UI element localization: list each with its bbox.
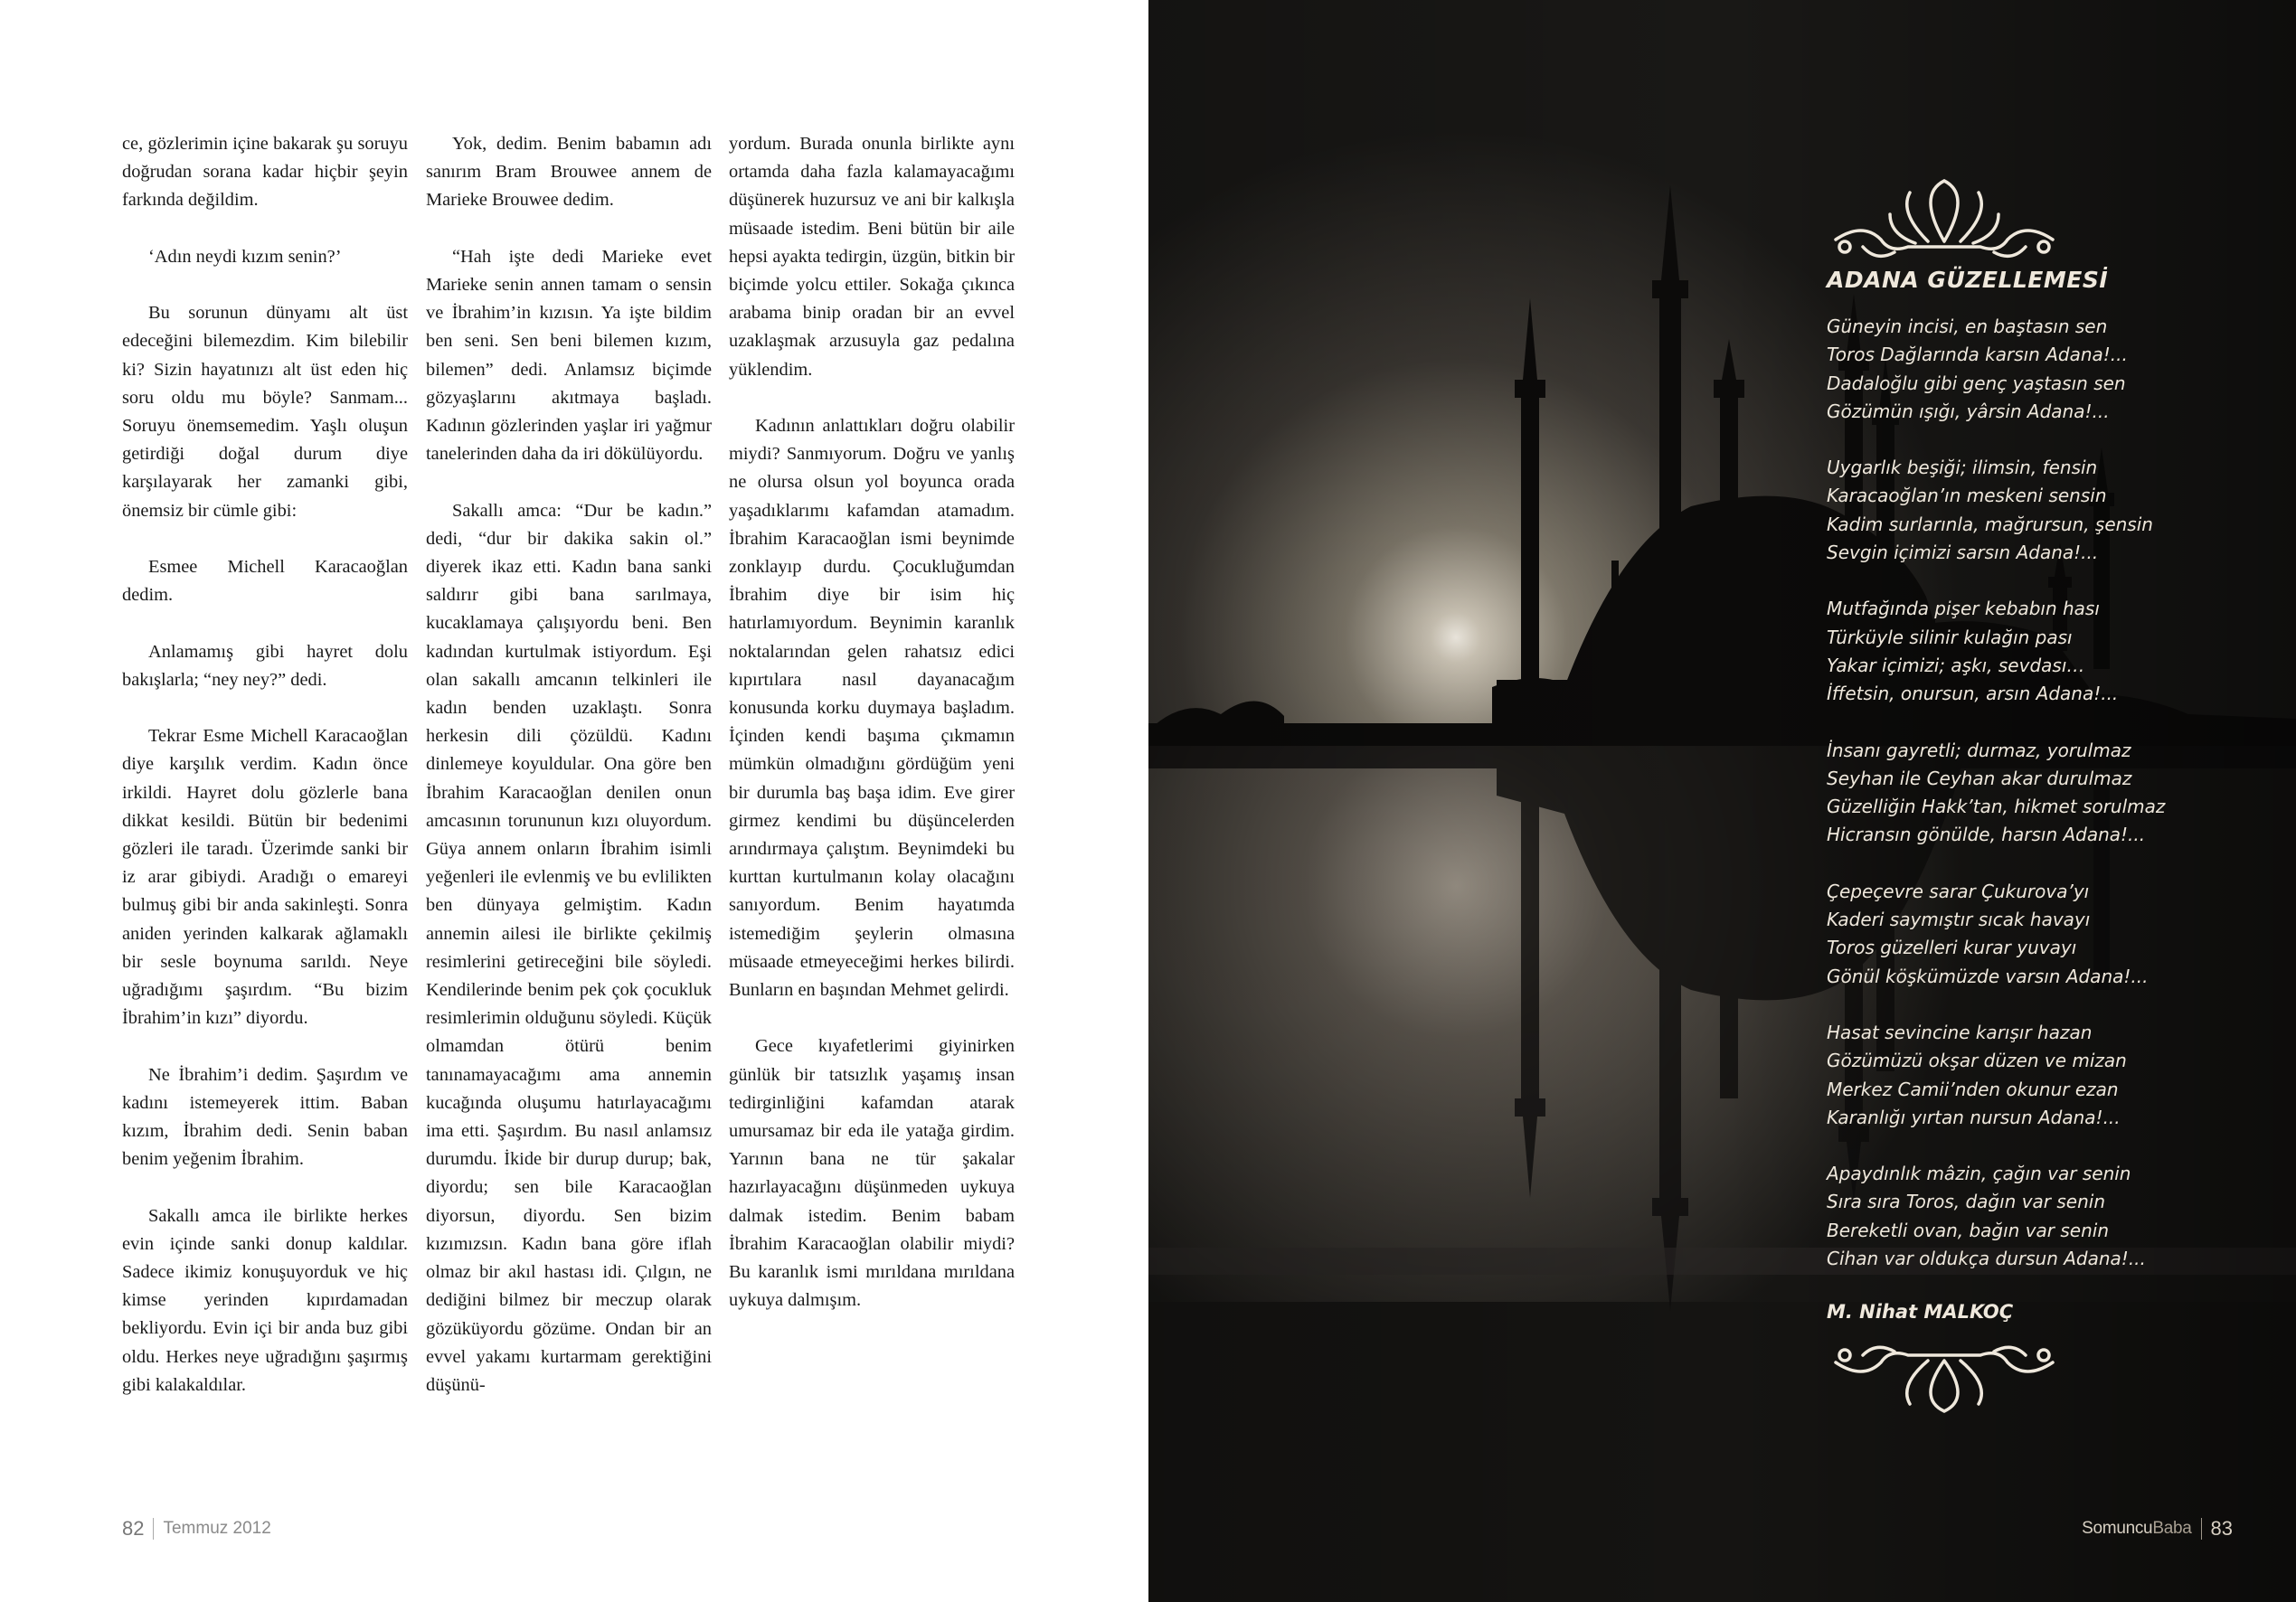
poem-stanza (1827, 878, 2261, 991)
text-column-1 (122, 130, 408, 1428)
poem-line: Sevgin içimizi sarsın Adana!... (1827, 542, 2099, 564)
poem-line: Mutfağında pişer kebabın hası (1827, 598, 2100, 620)
paragraph: Kadının anlattıkları doğru olabilir miydi? Sanmıyorum. Doğru ve yanlış ne olursa olsun yol boyunca orada yaşadıklarımı kafamdan atamadım. İbrahim Karacaoğlan ismi beynimde zonklayıp durdu. Çocukluğumdan İbrahim diye bir isim hiç hatırlamıyordum. Beynimin karanlık noktalarından gelen rahatsız edici kıpırtılara nasıl dayanacağım konusunda korku duymaya başladım. İçinden kendi başıma çıkmamın mümkün olmadığını gördüğüm yeni bir durumla baş başa idim. Eve girer girmez kendimi bu düşüncelerden arındırmaya çalıştım. Beynimdeki bu kurttan kurtulmanın kolay olacağını sanıyordum. Benim hayatımda istemediğim şeylerin olmasına müsaade etmeyeceğimi herkes bilirdi. Bunların en başından Mehmet gelirdi. (729, 416, 1015, 1001)
poem-line: Toros Dağlarında karsın Adana!... (1827, 344, 2128, 366)
poem-line: Güneyin incisi, en baştasın sen (1827, 316, 2108, 337)
photo-page (1148, 0, 2296, 1602)
poem-title: ADANA GÜZELLEMESİ (1827, 267, 2109, 293)
poem-line: Gönül köşkümüzde varsın Adana!... (1827, 965, 2149, 987)
poem-line: Kadim surlarınla, mağrursun, şensin (1827, 513, 2153, 535)
paragraph: Bu sorunun dünyamı alt üst edeceğini bilemezdim. Kim bilebilir ki? Sizin hayatınızı alt üst eden hiç soru oldu mu böyle? Sanmam... Soruyu önemsemedim. Yaşlı oluşun getirdiği doğal durum diye karşılayarak her zamanki gibi, önemsiz bir cümle gibi: (122, 303, 408, 521)
poem-line: Kaderi saymıştır sıcak havayı (1827, 909, 2091, 931)
paragraph: ‘Adın neydi kızım senin?’ (148, 246, 342, 267)
poem-line: Karacaoğlan’ın meskeni sensin (1827, 485, 2107, 507)
poem-line: Çepeçevre sarar Çukurova’yı (1827, 880, 2090, 902)
top-ornament (1827, 176, 2062, 267)
issue-date: Temmuz 2012 (163, 1519, 271, 1538)
poem-line: Seyhan ile Ceyhan akar durulmaz (1827, 767, 2132, 789)
paragraph: “Hah işte dedi Marieke evet Marieke senin annen tamam o sensin ve İbrahim’in kızısın. Ya işte bildim ben seni. Sen beni bilemen kızım, bilemen” dedi. Anlamsız biçimde gözyaşlarını akıtmaya başladı. Kadının gözlerinden yaşlar iri yağmur tanelerinden daha da iri dökülüyordu. (426, 246, 712, 465)
poem-line: Uygarlık beşiği; ilimsin, fensin (1827, 457, 2098, 479)
poem-stanza (1827, 737, 2261, 850)
poem-line: Sıra sıra Toros, dağın var senin (1827, 1191, 2106, 1213)
poem-line: Toros güzelleri kurar yuvayı (1827, 937, 2077, 959)
page-number: 83 (2210, 1517, 2233, 1540)
paragraph: Tekrar Esme Michell Karacaoğlan diye karşılık verdim. Kadın önce irkildi. Hayret dolu gözlerle bana dikkat kesildi. Bütün bir bedenimi gözleri ile taradı. Üzerimde sanki bir iz arar gibiydi. Aradığı o emareyi bulmuş gibi bir anda sakinleşti. Sonra aniden yerinden kalkarak ağlamaklı bir sesle boynuma sarıldı. Neye uğradığımı şaşırdım. “Bu bizim İbrahim’in kızı” diyordu. (122, 726, 408, 1029)
poem-line: Apaydınlık mâzin, çağın var senin (1827, 1163, 2131, 1185)
magazine-brand-suffix: Baba (2152, 1519, 2192, 1538)
poem-author: M. Nihat MALKOÇ (1827, 1301, 2014, 1324)
poem-line: Cihan var oldukça dursun Adana!... (1827, 1248, 2146, 1270)
poem-line: İnsanı gayretli; durmaz, yorulmaz (1827, 739, 2131, 761)
poem-stanza (1827, 595, 2261, 708)
poem-line: Dadaloğlu gibi genç yaştasın sen (1827, 372, 2126, 394)
poem-stanza (1827, 1160, 2261, 1273)
text-column-3 (729, 130, 1015, 1343)
paragraph: Gece kıyafetlerimi giyinirken günlük bir tatsızlık yaşamış insan tedirginliğini kafamdan atarak umursamaz bir eda ile yatağa girdim. Yarının bana ne tür şakalar hazırlayacağını düşünmeden uykuya dalmak istedim. Benim babam İbrahim Karacaoğlan olabilir miydi? Bu karanlık ismi mırıldana mırıldana uykuya dalmışım. (729, 1036, 1015, 1311)
poem-line: Hasat sevincine karışır hazan (1827, 1021, 2093, 1043)
page-footer-right (2082, 1517, 2233, 1541)
paragraph: Esmee Michell Karacaoğlan dedim. (122, 557, 408, 606)
poem-line: Merkez Camii’nden okunur ezan (1827, 1078, 2119, 1100)
magazine-brand: Somuncu (2082, 1519, 2153, 1538)
poem-line: İffetsin, onursun, arsın Adana!... (1827, 683, 2119, 705)
poem-line: Karanlığı yırtan nursun Adana!... (1827, 1106, 2121, 1128)
poem-line: Gözümün ışığı, yârsin Adana!... (1827, 400, 2110, 422)
poem-line: Yakar içimizi; aşkı, sevdası… (1827, 654, 2085, 676)
paragraph: Ne İbrahim’i dedim. Şaşırdım ve kadını istemeyerek ittim. Baban kızım, İbrahim dedi. Senin baban benim yeğenim İbrahim. (122, 1064, 408, 1170)
paragraph: Yok, dedim. Benim babamın adı sanırım Bram Brouwee annem de Marieke Brouwee dedim. (426, 134, 712, 211)
poem-line: Hicransın gönülde, harsın Adana!... (1827, 824, 2146, 846)
bottom-ornament (1827, 1344, 2062, 1417)
poem-stanza (1827, 313, 2261, 426)
paragraph: Sakallı amca ile birlikte herkes evin içinde sanki donup kaldılar. Sadece ikimiz konuşuyorduk ve hiç kimse yerinden kıpırdamadan bekliyordu. Evin içi bir anda buz gibi oldu. Herkes neye uğradığını şaşırmış gibi kalakaldılar. (122, 1205, 408, 1395)
divider (2201, 1518, 2202, 1540)
poem-line: Gözümüzü okşar düzen ve mizan (1827, 1050, 2127, 1072)
poem-line: Türküyle silinir kulağın pası (1827, 626, 2073, 648)
paragraph: yordum. Burada onunla birlikte aynı ortamda daha fazla kalamayacağımı düşünerek huzursuz ve ani bir kalkışla müsaade istedim. Beni bütün bir aile hepsi ayakta tedirgin, üzgün, bitkin bir biçimde yolcu ettiler. Sokağa çıkınca arabama binip oradan bir an evvel uzaklaşmak arzusuyla gaz pedalına yüklendim. (729, 134, 1015, 380)
poem-line: Güzelliğin Hakk’tan, hikmet sorulmaz (1827, 796, 2166, 818)
page-number: 82 (122, 1517, 145, 1540)
poem-stanza (1827, 1019, 2261, 1132)
paragraph: ce, gözlerimin içine bakarak şu soruyu doğrudan sorana kadar hiçbir şeyin farkında değildim. (122, 134, 408, 211)
poem-box (1827, 176, 2261, 1417)
poem-stanza (1827, 454, 2261, 567)
poem-line: Bereketli ovan, bağın var senin (1827, 1219, 2110, 1241)
page-footer-left (122, 1517, 271, 1541)
paragraph: Anlamamış gibi hayret dolu bakışlarla; “ney ney?” dedi. (122, 641, 408, 690)
paragraph: Sakallı amca: “Dur be kadın.” dedi, “dur bir dakika sakin ol.” diyerek ikaz etti. Kadın bana sanki saldırır gibi bana sarılmaya, kucaklamaya çalışıyordu beni. Ben kadından kurtulmak istiyordum. Eşi olan sakallı amcanın telkinleri ile kadın benden uzaklaştı. Sonra herkesin dili çözüldü. Kadını dinlemeye koyuldular. Ona göre ben İbrahim Karacaoğlan denilen onun amcasının torununun kızı oluyordum. Güya annem onların İbrahim isimli yeğenleri ile evlenmiş ve bu evlilikten ben dünyaya gelmiştim. Kadın annemin ailesi ile birlikte çekilmiş resimlerini getireceğini bile söyledi. Kendilerinde benim pek çok çocukluk resimlerimin olduğunu söyledi. Küçük olmamdan ötürü benim tanınamayacağımı ama annemin kucağında oluşumu hatırlayacağımı ima etti. Şaşırdım. Bu nasıl anlamsız durumdu. İkide bir durup durup; bak, diyordu; sen bile Karacaoğlan diyorsun, diyordu. Sen bizim kızımızsın. Kadın bana göre iflah olmaz bir akıl hastası idi. Çılgın, ne dediğini bilmez bir meczup olarak gözüküyordu gözüme. Ondan bir an evvel yakamı kurtarmam gerektiğini düşünü- (426, 500, 712, 1395)
text-column-2 (426, 130, 712, 1428)
divider (153, 1518, 154, 1540)
